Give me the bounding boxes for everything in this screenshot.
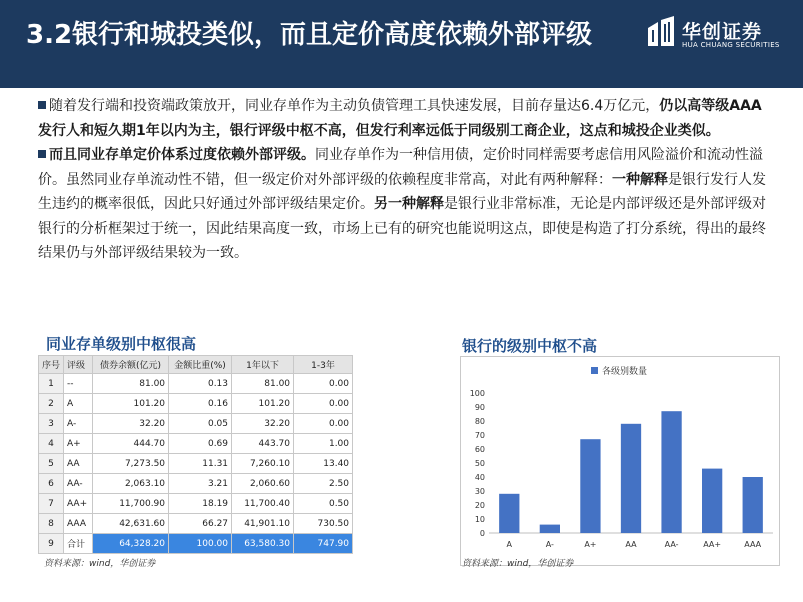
cell: 101.20 — [93, 394, 169, 414]
cell: 2,060.60 — [232, 474, 294, 494]
table-row — [39, 474, 353, 494]
cell: 合计 — [64, 534, 93, 554]
p2-bold-lead: 而且同业存单定价体系过度依赖外部评级。 — [49, 147, 315, 163]
col-header: 债券余额(亿元) — [93, 356, 169, 374]
logo-mark-icon — [644, 16, 678, 50]
cell: 5 — [39, 454, 64, 474]
col-header: 金额比重(%) — [169, 356, 232, 374]
cell: 32.20 — [232, 414, 294, 434]
rating-table — [38, 355, 353, 554]
y-tick-label: 20 — [474, 501, 485, 510]
cell: 1.00 — [294, 434, 353, 454]
x-tick-label: A — [506, 540, 513, 549]
p2-bold-second: 另一种解释 — [374, 196, 444, 212]
logo-text-en: HUA CHUANG SECURITIES — [682, 41, 780, 49]
cell: 81.00 — [232, 374, 294, 394]
cell: 0.00 — [294, 374, 353, 394]
col-header: 评级 — [64, 356, 93, 374]
cell: 0.13 — [169, 374, 232, 394]
bar — [702, 469, 722, 533]
cell: 6 — [39, 474, 64, 494]
cell: 444.70 — [93, 434, 169, 454]
y-tick-label: 10 — [474, 515, 485, 524]
table-row — [39, 434, 353, 454]
legend-label: 各级别数量 — [602, 367, 648, 377]
p2-normal: 同业存单作为一种信用债，定价时同样需要考虑信用风险溢价和流动性溢价。虽然同业存单流动性不错，但一级定价对外部评级的依赖程度非常高，对此有两种解释： — [38, 147, 763, 188]
bar-chart — [461, 357, 779, 565]
cell: AA+ — [64, 494, 93, 514]
cell: -- — [64, 374, 93, 394]
bar — [621, 424, 641, 533]
company-logo — [644, 14, 794, 64]
table-total-row — [39, 534, 353, 554]
x-tick-label: AA- — [664, 540, 679, 549]
cell: 0.05 — [169, 414, 232, 434]
y-tick-label: 90 — [474, 403, 485, 412]
cell: 11.31 — [169, 454, 232, 474]
table-row — [39, 414, 353, 434]
p1-normal: 随着发行端和投资端政策放开，同业存单作为主动负债管理工具快速发展，目前存量达6.4万亿元， — [49, 98, 660, 114]
table-header-row — [39, 356, 353, 374]
cell: AA — [64, 454, 93, 474]
cell: AA- — [64, 474, 93, 494]
cell: 32.20 — [93, 414, 169, 434]
cell: 3.21 — [169, 474, 232, 494]
y-tick-label: 0 — [479, 529, 485, 538]
cell: A — [64, 394, 93, 414]
table-row — [39, 494, 353, 514]
y-tick-label: 30 — [474, 487, 485, 496]
table-source: 资料来源：wind，华创证券 — [44, 559, 156, 569]
x-tick-label: A+ — [584, 540, 597, 549]
paragraph-1 — [38, 94, 768, 143]
y-tick-label: 70 — [474, 431, 485, 440]
x-tick-label: AA+ — [703, 540, 722, 549]
cell: 63,580.30 — [232, 534, 294, 554]
cell: A+ — [64, 434, 93, 454]
y-tick-label: 50 — [474, 459, 485, 468]
cell: 443.70 — [232, 434, 294, 454]
cell: 64,328.20 — [93, 534, 169, 554]
cell: AAA — [64, 514, 93, 534]
table-row — [39, 394, 353, 414]
cell: 41,901.10 — [232, 514, 294, 534]
cell: 81.00 — [93, 374, 169, 394]
cell: 0.50 — [294, 494, 353, 514]
x-tick-label: A- — [545, 540, 554, 549]
bar — [661, 411, 681, 533]
p2-normal-3: 是银行业非常标准，无论是内部评级还是外部评级对银行的分析框架过于统一，因此结果高度一致，市场上已有的研究也能说明这点，即使是构造了打分系统，得出的最终结果仍与外部评级结果较为一致。 — [38, 196, 766, 261]
cell: 101.20 — [232, 394, 294, 414]
chart-title: 银行的级别中枢不高 — [462, 337, 598, 355]
x-tick-label: AA — [625, 540, 637, 549]
paragraph-2 — [38, 143, 768, 266]
cell: 747.90 — [294, 534, 353, 554]
y-tick-label: 60 — [474, 445, 485, 454]
cell: 11,700.90 — [93, 494, 169, 514]
cell: 3 — [39, 414, 64, 434]
cell: 8 — [39, 514, 64, 534]
cell: 100.00 — [169, 534, 232, 554]
cell: 9 — [39, 534, 64, 554]
col-header: 序号 — [39, 356, 64, 374]
cell: 2 — [39, 394, 64, 414]
body-text — [38, 94, 768, 266]
chart-source: 资料来源：wind，华创证券 — [462, 559, 574, 569]
table-row — [39, 454, 353, 474]
cell: 13.40 — [294, 454, 353, 474]
cell: 730.50 — [294, 514, 353, 534]
cell: 2.50 — [294, 474, 353, 494]
bar — [580, 439, 600, 533]
cell: 0.69 — [169, 434, 232, 454]
cell: 7,273.50 — [93, 454, 169, 474]
bar — [540, 525, 560, 533]
bullet-icon — [38, 150, 46, 158]
cell: 42,631.60 — [93, 514, 169, 534]
header-bar — [0, 0, 803, 88]
cell: 7,260.10 — [232, 454, 294, 474]
logo-text-cn: 华创证券 — [682, 21, 763, 43]
bar — [743, 477, 763, 533]
p2-normal-2: 是银行发行人发生违约的概率很低，因此只好通过外部评级结果定价。 — [38, 171, 766, 212]
table-row — [39, 374, 353, 394]
bar — [499, 494, 519, 533]
col-header: 1-3年 — [294, 356, 353, 374]
cell: 1 — [39, 374, 64, 394]
y-tick-label: 80 — [474, 417, 485, 426]
slide-title: 3.2银行和城投类似，而且定价高度依赖外部评级 — [26, 20, 593, 50]
p1-bold: 仍以高等级AAA发行人和短久期1年以内为主，银行评级中枢不高，但发行利率远低于同级别工商企业，这点和城投企业类似。 — [38, 98, 762, 139]
cell: 0.00 — [294, 414, 353, 434]
cell: 0.00 — [294, 394, 353, 414]
table-title: 同业存单级别中枢很高 — [46, 335, 197, 353]
cell: A- — [64, 414, 93, 434]
y-tick-label: 100 — [469, 389, 485, 398]
p2-bold-first: 一种解释 — [612, 171, 668, 188]
cell: 18.19 — [169, 494, 232, 514]
cell: 11,700.40 — [232, 494, 294, 514]
legend-swatch — [591, 367, 598, 374]
cell: 2,063.10 — [93, 474, 169, 494]
cell: 66.27 — [169, 514, 232, 534]
y-tick-label: 40 — [474, 473, 485, 482]
cell: 0.16 — [169, 394, 232, 414]
col-header: 1年以下 — [232, 356, 294, 374]
cell: 7 — [39, 494, 64, 514]
table-row — [39, 514, 353, 534]
x-tick-label: AAA — [744, 540, 762, 549]
bullet-icon — [38, 101, 46, 109]
chart-frame — [460, 356, 780, 566]
cell: 4 — [39, 434, 64, 454]
